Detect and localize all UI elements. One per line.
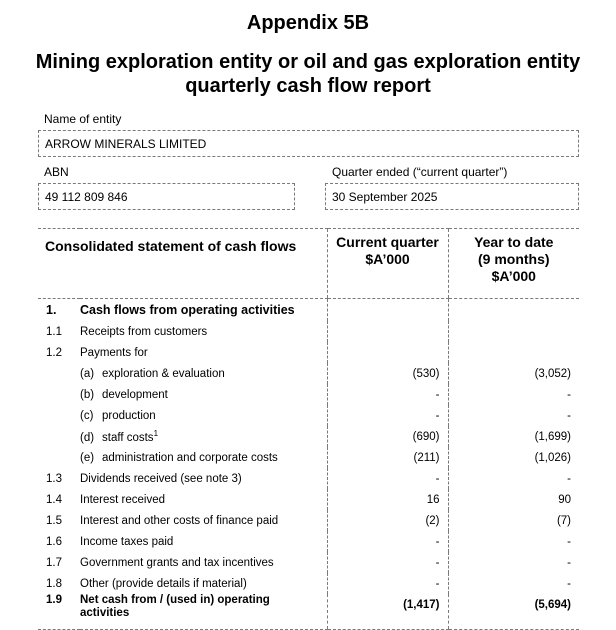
table-title: Consolidated statement of cash flows [38,229,327,299]
row-description [80,363,327,384]
year-to-date-header-line-1: Year to date [474,234,554,250]
year-to-date-value: (1,026) [448,447,579,468]
current-quarter-value: - [327,405,448,426]
total-row-description [80,594,327,630]
current-quarter-value: - [327,384,448,405]
current-quarter-value: - [327,552,448,573]
row-label: Receipts from customers [80,325,208,338]
year-to-date-value: (1,699) [448,426,579,447]
footnote-marker: 1 [153,429,159,439]
total-row-label-line-1: Net cash from / (used in) operating [80,594,270,606]
table-row [38,531,579,552]
row-number: 1.3 [46,472,62,485]
row-label: Income taxes paid [80,535,174,548]
document-title: Appendix 5B [246,12,370,34]
table-row [38,384,579,405]
year-to-date-value: (3,052) [448,363,579,384]
section-label: Cash flows from operating activities [80,303,295,317]
row-number [38,384,80,405]
row-description [80,384,327,405]
row-description [80,342,327,363]
row-label: administration and corporate costs [102,451,278,464]
section-number: 1. [46,303,57,317]
row-label: staff costs [102,431,154,444]
row-sub-letter: (d) [80,431,95,444]
cash-flow-table-body [38,299,579,630]
row-sub-letter: (e) [80,451,95,464]
year-to-date-value [448,342,579,363]
row-number [38,447,80,468]
year-to-date-value: - [448,405,579,426]
current-quarter-value [327,321,448,342]
current-quarter-value: (211) [327,447,448,468]
year-to-date-value: - [448,384,579,405]
total-current-quarter-value: (1,417) [327,594,448,630]
year-to-date-value: - [448,531,579,552]
row-description [80,573,327,594]
row-description [80,552,327,573]
quarter-ended-label: Quarter ended (“current quarter”) [332,165,508,179]
current-quarter-header-line-2: $A’000 [365,251,410,267]
row-number [38,426,80,447]
current-quarter-value: - [327,573,448,594]
current-quarter-value [327,342,448,363]
row-description [80,531,327,552]
table-row [38,426,579,447]
row-label: development [102,388,168,401]
row-number: 1.5 [46,514,62,527]
section-row [38,299,579,322]
year-to-date-value: - [448,468,579,489]
row-number: 1.4 [46,493,62,506]
total-year-to-date-value: (5,694) [448,594,579,630]
row-number: 1.2 [46,346,62,359]
cash-flow-table [38,228,579,630]
row-label: exploration & evaluation [102,367,225,380]
row-label: Payments for [80,346,148,359]
current-quarter-value: - [327,531,448,552]
section-year-to-date-cell [448,299,579,322]
row-description [80,321,327,342]
current-quarter-value: - [327,468,448,489]
table-row [38,363,579,384]
row-label: Interest and other costs of finance paid [80,514,279,527]
row-label: Other (provide details if material) [80,577,247,590]
row-number: 1.1 [46,325,62,338]
row-label: production [102,409,156,422]
subtitle-line-2: quarterly cash flow report [185,75,431,97]
year-to-date-value: - [448,573,579,594]
entity-name-field [38,130,579,157]
table-row [38,489,579,510]
row-label: Interest received [80,493,166,506]
year-to-date-value [448,321,579,342]
current-quarter-value: (690) [327,426,448,447]
row-description [80,468,327,489]
row-sub-letter: (a) [80,367,95,380]
year-to-date-header-line-2: (9 months) [477,251,550,267]
current-quarter-header-line-1: Current quarter [336,234,439,250]
row-number: 1.8 [46,577,62,590]
table-row [38,405,579,426]
year-to-date-header-line-3: $A’000 [491,268,536,284]
year-to-date-value: 90 [448,489,579,510]
current-quarter-value: (530) [327,363,448,384]
table-row [38,552,579,573]
quarter-ended-field [325,183,579,210]
row-description [80,510,327,531]
row-description [80,489,327,510]
current-quarter-header [327,229,448,299]
row-number: 1.6 [46,535,62,548]
row-sub-letter: (c) [80,409,94,422]
row-number: 1.7 [46,556,62,569]
row-label: Dividends received (see note 3) [80,472,242,485]
row-sub-letter: (b) [80,388,95,401]
abn-field [38,183,295,210]
subtitle-line-1: Mining exploration entity or oil and gas exploration entity [35,51,581,73]
document-subtitle [20,50,596,98]
table-row [38,321,579,342]
quarter-ended-value: 30 September 2025 [332,189,438,204]
row-number [38,363,80,384]
entity-name-label: Name of entity [44,112,122,126]
year-to-date-value: (7) [448,510,579,531]
table-row [38,573,579,594]
total-row [38,594,579,630]
row-description [80,426,327,447]
year-to-date-value: - [448,552,579,573]
table-header-row [38,229,579,299]
table-row [38,342,579,363]
row-description [80,405,327,426]
table-row [38,510,579,531]
total-row-label-line-2: activities [80,607,130,619]
abn-label: ABN [44,165,69,179]
current-quarter-value: 16 [327,489,448,510]
abn-value: 49 112 809 846 [45,189,128,204]
section-current-quarter-cell [327,299,448,322]
table-row [38,447,579,468]
row-description [80,447,327,468]
year-to-date-header [448,229,579,299]
row-number [38,405,80,426]
total-row-number: 1.9 [38,594,80,630]
table-row [38,468,579,489]
current-quarter-value: (2) [327,510,448,531]
entity-name-value: ARROW MINERALS LIMITED [45,136,207,151]
row-label: Government grants and tax incentives [80,556,274,569]
